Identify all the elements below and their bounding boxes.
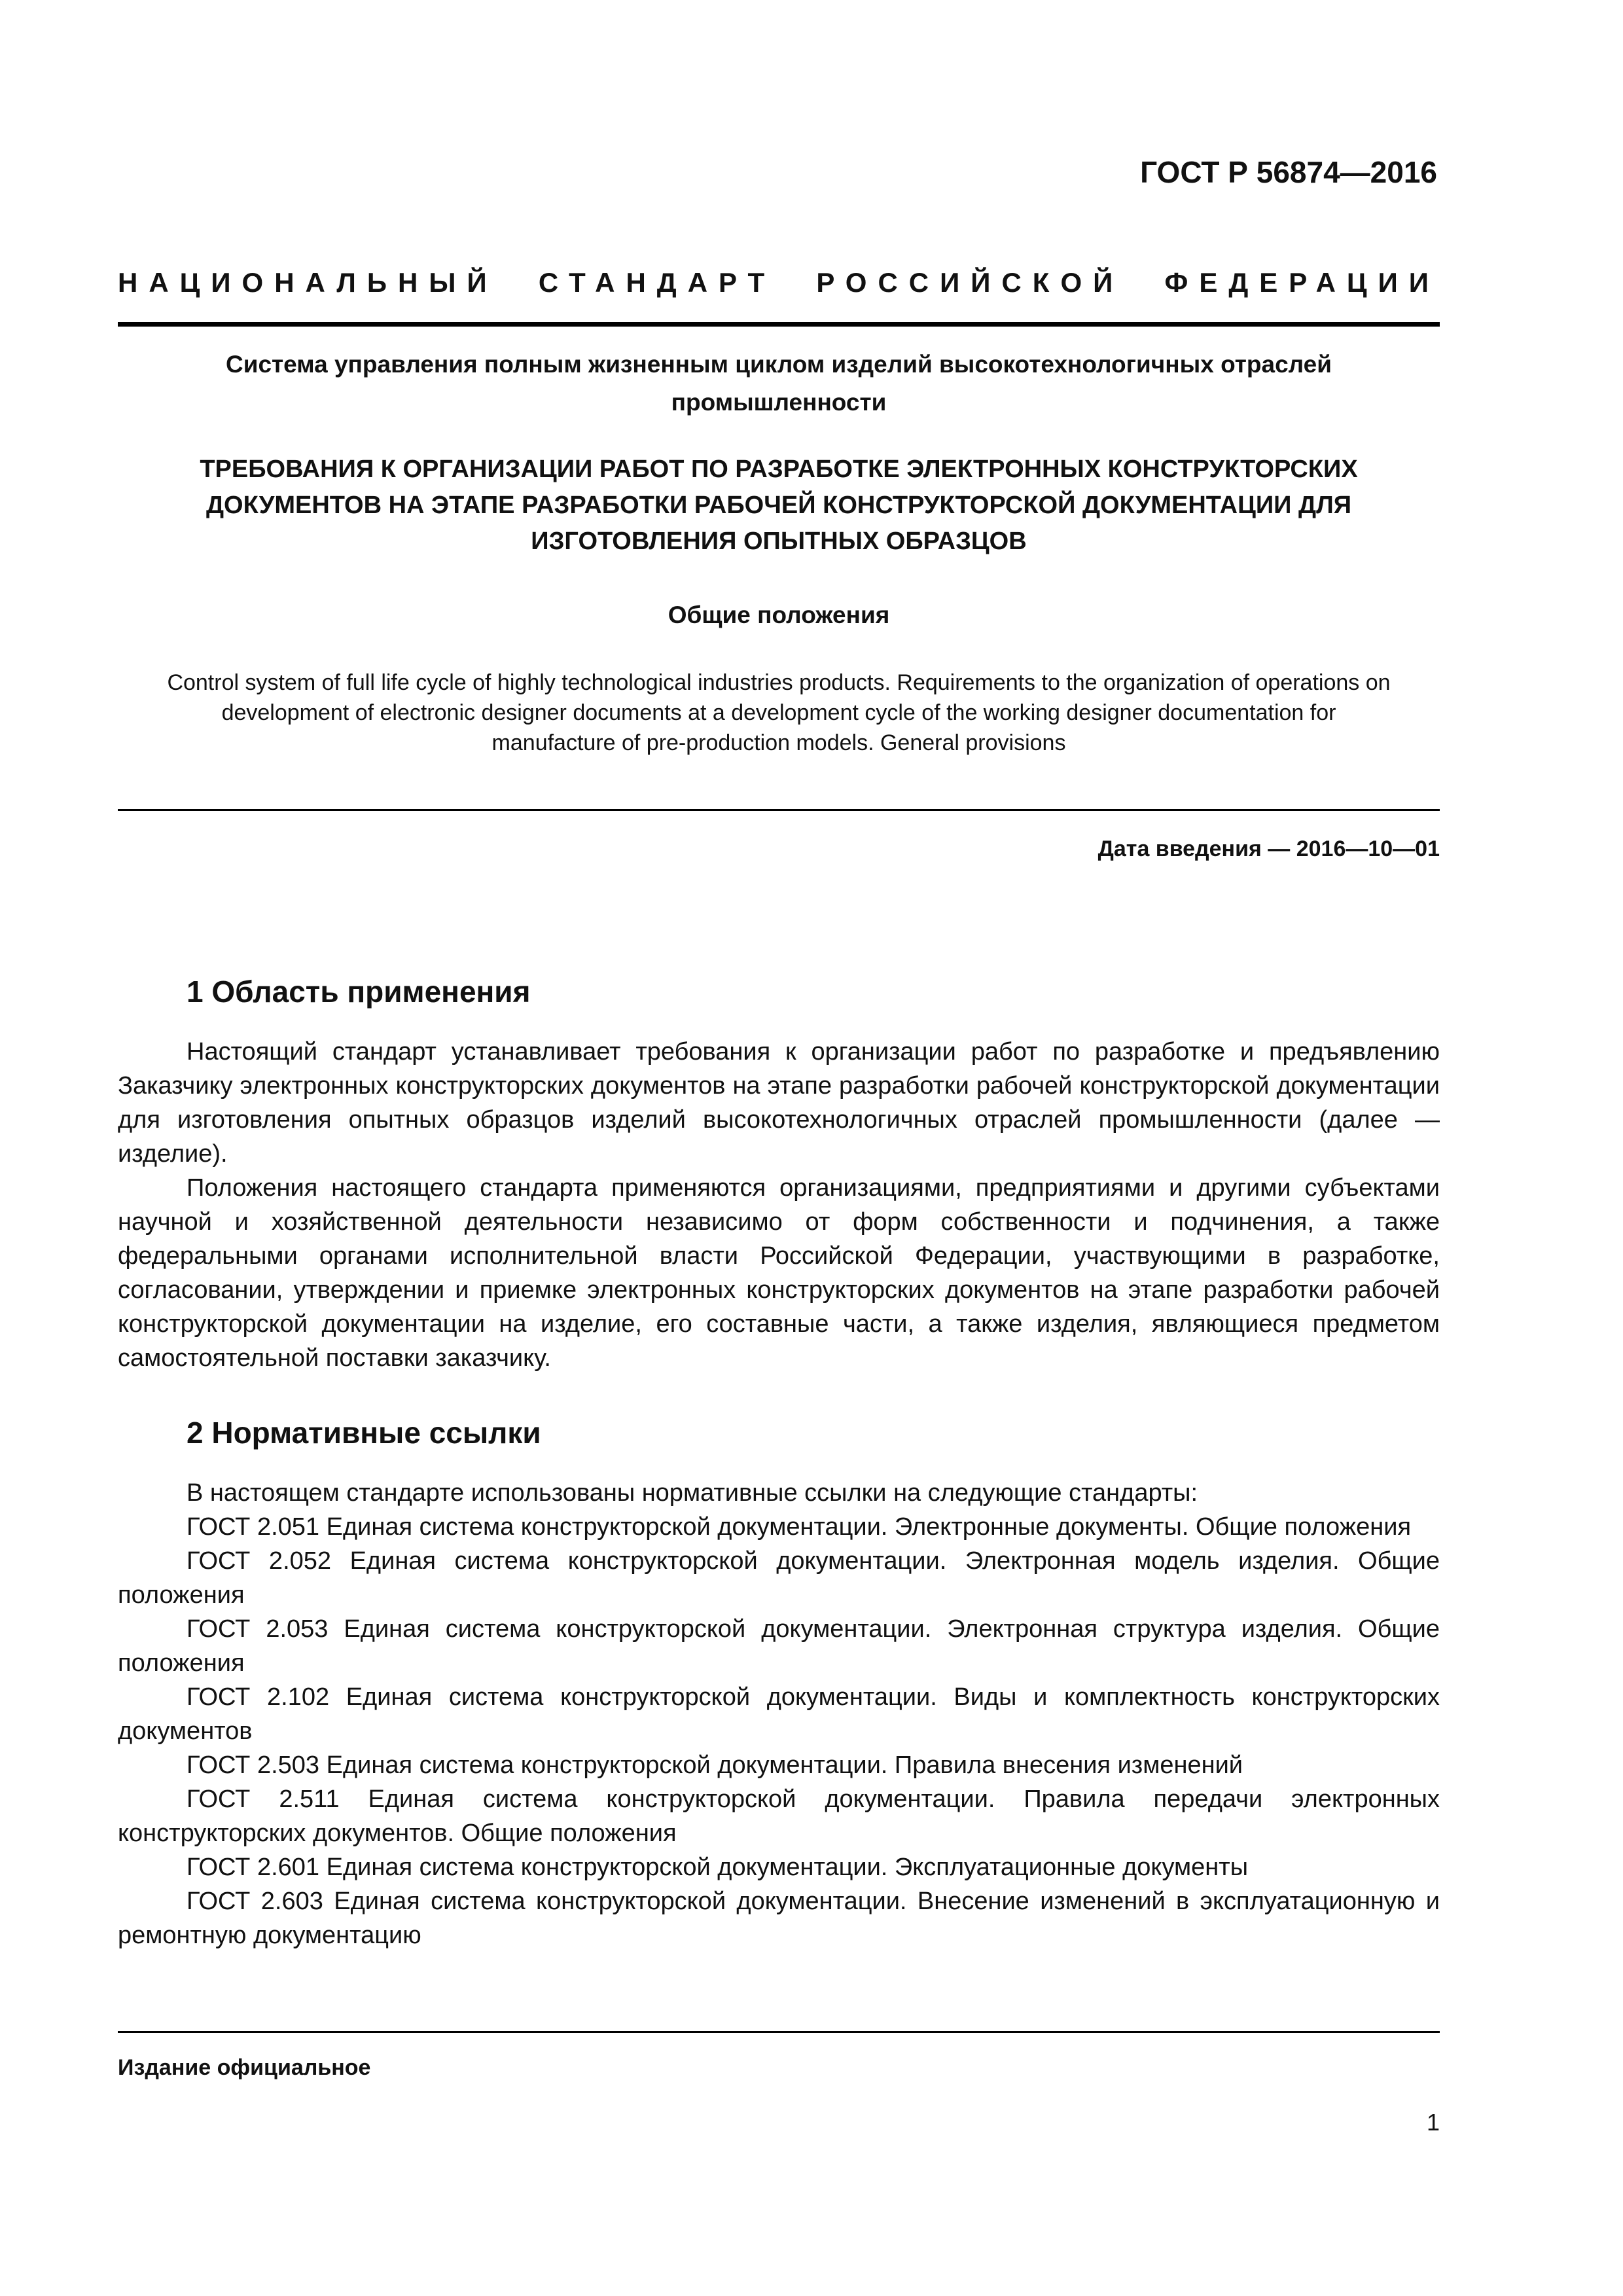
- reference-item: ГОСТ 2.053 Единая система конструкторской документации. Электронная структура изделия. Общие положения: [118, 1615, 1440, 1677]
- main-title: ТРЕБОВАНИЯ К ОРГАНИЗАЦИИ РАБОТ ПО РАЗРАБОТКЕ ЭЛЕКТРОННЫХ КОНСТРУКТОРСКИХ ДОКУМЕНТОВ НА ЭТАПЕ РАЗРАБОТКИ РАБОЧЕЙ КОНСТРУКТОРСКОЙ ДОКУМЕНТАЦИИ ДЛЯ ИЗГОТОВЛЕНИЯ ОПЫТНЫХ ОБРАЗЦОВ: [200, 456, 1358, 555]
- national-word: НАЦИОНАЛЬНЫЙ: [118, 267, 498, 298]
- document-number: ГОСТ Р 56874—2016: [1140, 155, 1437, 189]
- system-title: Система управления полным жизненным циклом изделий высокотехнологичных отраслей промышленности: [225, 351, 1332, 416]
- paragraph: Положения настоящего стандарта применяются организациями, предприятиями и другими субъектами научной и хозяйственной деятельности независимо от форм собственности и подчинения, а также федеральными органами исполнительной власти Российской Федерации, участвующими в разработке, согласовании, утверждении и приемке электронных конструкторских документов на этапе разработки рабочей конструкторской документации на изделие, его составные части, а также изделия, являющиеся предметом самостоятельной поставки заказчику.: [118, 1174, 1440, 1372]
- national-word: СТАНДАРТ: [538, 267, 776, 298]
- paragraph: В настоящем стандарте использованы нормативные ссылки на следующие стандарты:: [187, 1479, 1198, 1507]
- reference-item: ГОСТ 2.503 Единая система конструкторской документации. Правила внесения изменений: [187, 1751, 1243, 1779]
- reference-item: ГОСТ 2.511 Единая система конструкторской документации. Правила передачи электронных конструкторских документов. Общие положения: [118, 1785, 1440, 1847]
- reference-item: ГОСТ 2.102 Единая система конструкторской документации. Виды и комплектность конструкторских документов: [118, 1683, 1440, 1745]
- section-heading: 1 Область применения: [187, 975, 531, 1009]
- section-heading: 2 Нормативные ссылки: [187, 1416, 541, 1450]
- english-title: Control system of full life cycle of highly technological industries products. Requirements to the organization of operations on development of electronic designer documents at a development cycle of the working designer documentation for manufacture of pre-production models. General provisions: [167, 670, 1391, 755]
- section-normative-references: [118, 1413, 1440, 1952]
- header-divider: [118, 322, 1440, 327]
- national-word: ФЕДЕРАЦИИ: [1164, 267, 1440, 298]
- document-body: [118, 972, 1440, 1952]
- reference-item: ГОСТ 2.603 Единая система конструкторской документации. Внесение изменений в эксплуатационную и ремонтную документацию: [118, 1888, 1440, 1949]
- subtitle: Общие положения: [668, 601, 890, 628]
- footer-divider: [118, 2031, 1440, 2033]
- section-scope: [118, 972, 1440, 1375]
- reference-item: ГОСТ 2.601 Единая система конструкторской документации. Эксплуатационные документы: [187, 1854, 1249, 1881]
- introduction-date: Дата введения — 2016—10—01: [1097, 836, 1440, 861]
- paragraph: Настоящий стандарт устанавливает требования к организации работ по разработке и предъявлению Заказчику электронных конструкторских документов на этапе разработки рабочей конструкторской документации для изготовления опытных образцов изделий высокотехнологичных отраслей промышленности (далее — изделие).: [118, 1038, 1440, 1168]
- reference-item: ГОСТ 2.052 Единая система конструкторской документации. Электронная модель изделия. Общие положения: [118, 1547, 1440, 1609]
- title-divider: [118, 809, 1440, 811]
- national-word: РОССИЙСКОЙ: [816, 267, 1124, 298]
- national-standard-header: [118, 263, 1440, 302]
- edition-note: Издание официальное: [118, 2055, 371, 2080]
- reference-item: ГОСТ 2.051 Единая система конструкторской документации. Электронные документы. Общие положения: [187, 1513, 1412, 1541]
- page-number: 1: [1426, 2109, 1440, 2136]
